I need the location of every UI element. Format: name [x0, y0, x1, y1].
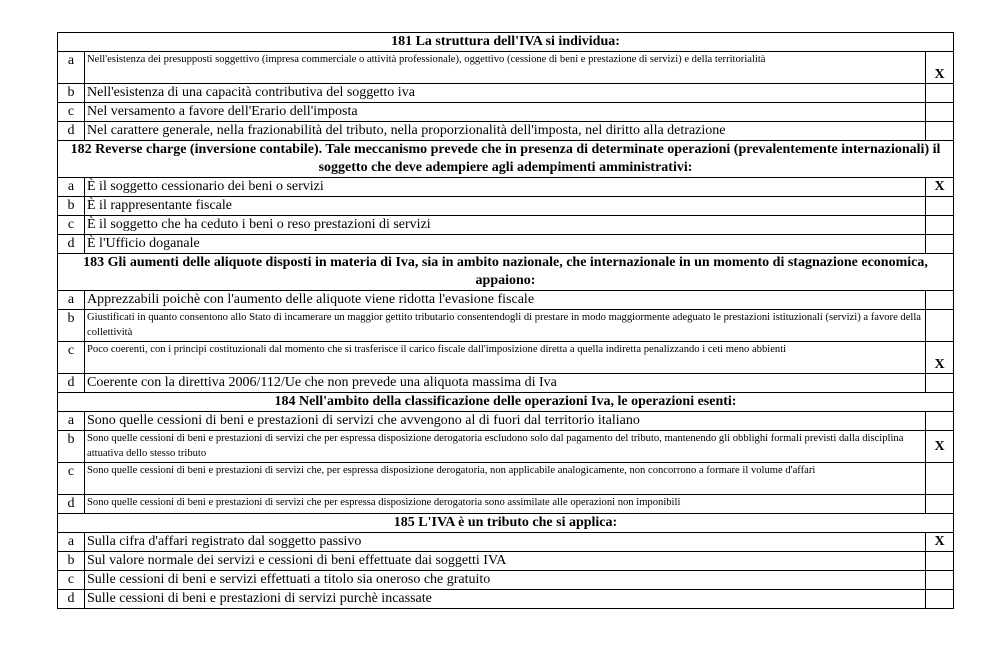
question-header — [58, 254, 954, 291]
option-letter: b — [58, 552, 85, 571]
answer-row — [58, 463, 954, 495]
answer-row — [58, 495, 954, 514]
option-text: Sulla cifra d'affari registrato dal soggetto passivo — [85, 533, 926, 552]
option-text: Sono quelle cessioni di beni e prestazioni di servizi che per espressa disposizione derogatoria escludono solo dal pagamento del tributo, mantenendo gli obblighi formali previsti dalla disciplina attuativa dello stesso tributo — [85, 431, 926, 463]
option-letter: d — [58, 495, 85, 514]
answer-mark — [926, 590, 954, 609]
question-title: 182 Reverse charge (inversione contabile). Tale meccanismo prevede che in presenza di determinate operazioni (prevalentemente internazionali) il soggetto che deve adempiere agli adempimenti amministrativi: — [58, 141, 954, 178]
option-letter: b — [58, 84, 85, 103]
option-text: È l'Ufficio doganale — [85, 235, 926, 254]
answer-mark: X — [926, 431, 954, 463]
option-text: Sulle cessioni di beni e prestazioni di servizi purchè incassate — [85, 590, 926, 609]
option-letter: b — [58, 197, 85, 216]
answer-row — [58, 216, 954, 235]
quiz-table — [57, 32, 954, 609]
answer-mark — [926, 103, 954, 122]
option-text: Apprezzabili poichè con l'aumento delle aliquote viene ridotta l'evasione fiscale — [85, 291, 926, 310]
answer-row — [58, 178, 954, 197]
answer-row — [58, 122, 954, 141]
option-text: Sono quelle cessioni di beni e prestazioni di servizi che per espressa disposizione derogatoria sono assimilate alle operazioni non imponibili — [85, 495, 926, 514]
answer-mark — [926, 374, 954, 393]
option-letter: a — [58, 533, 85, 552]
answer-row — [58, 412, 954, 431]
option-text: Nell'esistenza di una capacità contributiva del soggetto iva — [85, 84, 926, 103]
answer-mark: X — [926, 178, 954, 197]
answer-mark — [926, 571, 954, 590]
answer-mark: X — [926, 52, 954, 84]
answer-mark — [926, 216, 954, 235]
answer-mark: X — [926, 342, 954, 374]
answer-mark — [926, 552, 954, 571]
option-letter: a — [58, 52, 85, 84]
question-title: 185 L'IVA è un tributo che si applica: — [58, 514, 954, 533]
option-text: Sulle cessioni di beni e servizi effettuati a titolo sia oneroso che gratuito — [85, 571, 926, 590]
answer-row — [58, 291, 954, 310]
option-text: Sono quelle cessioni di beni e prestazioni di servizi che avvengono al di fuori dal territorio italiano — [85, 412, 926, 431]
option-letter: a — [58, 291, 85, 310]
option-text: È il soggetto che ha ceduto i beni o reso prestazioni di servizi — [85, 216, 926, 235]
option-letter: c — [58, 216, 85, 235]
answer-row — [58, 431, 954, 463]
answer-mark — [926, 412, 954, 431]
option-text: Poco coerenti, con i principi costituzionali dal momento che si trasferisce il carico fiscale dall'imposizione diretta a quella indiretta penalizzando i ceti meno abbienti — [85, 342, 926, 374]
answer-mark — [926, 122, 954, 141]
option-letter: c — [58, 342, 85, 374]
option-letter: a — [58, 412, 85, 431]
option-letter: c — [58, 103, 85, 122]
answer-row — [58, 310, 954, 342]
answer-row — [58, 103, 954, 122]
answer-row — [58, 590, 954, 609]
option-letter: d — [58, 374, 85, 393]
answer-row — [58, 342, 954, 374]
question-header — [58, 514, 954, 533]
option-text: È il soggetto cessionario dei beni o servizi — [85, 178, 926, 197]
answer-row — [58, 552, 954, 571]
question-title: 183 Gli aumenti delle aliquote disposti in materia di Iva, sia in ambito nazionale, che internazionale in un momento di stagnazione economica, appaiono: — [58, 254, 954, 291]
option-letter: b — [58, 431, 85, 463]
answer-row — [58, 571, 954, 590]
answer-mark — [926, 495, 954, 514]
option-letter: b — [58, 310, 85, 342]
option-text: Coerente con la direttiva 2006/112/Ue che non prevede una aliquota massima di Iva — [85, 374, 926, 393]
option-text: Sono quelle cessioni di beni e prestazioni di servizi che, per espressa disposizione derogatoria, non applicabile analogicamente, non concorrono a formare il volume d'affari — [85, 463, 926, 495]
answer-mark — [926, 291, 954, 310]
option-letter: d — [58, 122, 85, 141]
option-letter: a — [58, 178, 85, 197]
option-text: Nell'esistenza dei presupposti soggettivo (impresa commerciale o attività professionale), oggettivo (cessione di beni e prestazione di servizi) e della territorialità — [85, 52, 926, 84]
answer-mark — [926, 84, 954, 103]
option-letter: c — [58, 463, 85, 495]
question-header — [58, 33, 954, 52]
option-text: Giustificati in quanto consentono allo Stato di incamerare un maggior gettito tributario consentendogli di prestare in modo maggiormente adeguato le prestazioni istituzionali (servizi) a favore della collettività — [85, 310, 926, 342]
question-title: 181 La struttura dell'IVA si individua: — [58, 33, 954, 52]
answer-row — [58, 235, 954, 254]
option-text: Nel versamento a favore dell'Erario dell'imposta — [85, 103, 926, 122]
answer-mark: X — [926, 533, 954, 552]
answer-row — [58, 374, 954, 393]
question-header — [58, 393, 954, 412]
option-letter: d — [58, 590, 85, 609]
answer-mark — [926, 463, 954, 495]
question-header — [58, 141, 954, 178]
answer-row — [58, 533, 954, 552]
option-letter: d — [58, 235, 85, 254]
answer-row — [58, 197, 954, 216]
answer-row — [58, 84, 954, 103]
answer-mark — [926, 235, 954, 254]
question-title: 184 Nell'ambito della classificazione delle operazioni Iva, le operazioni esenti: — [58, 393, 954, 412]
option-text: Sul valore normale dei servizi e cessioni di beni effettuate dai soggetti IVA — [85, 552, 926, 571]
answer-row — [58, 52, 954, 84]
answer-mark — [926, 197, 954, 216]
option-text: È il rappresentante fiscale — [85, 197, 926, 216]
option-letter: c — [58, 571, 85, 590]
answer-mark — [926, 310, 954, 342]
option-text: Nel carattere generale, nella frazionabilità del tributo, nella proporzionalità dell'imposta, nel diritto alla detrazione — [85, 122, 926, 141]
